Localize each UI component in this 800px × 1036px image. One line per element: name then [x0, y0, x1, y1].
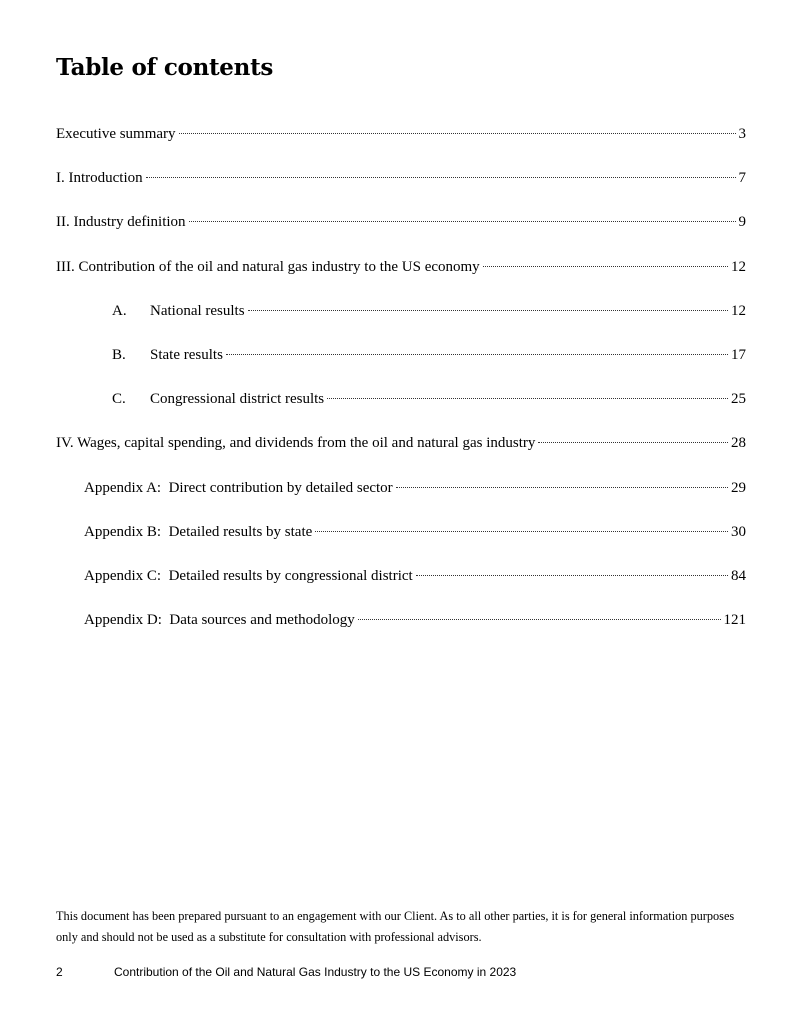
toc-entry-page: 12 — [731, 259, 746, 275]
page-footer — [56, 964, 516, 980]
toc-entry-page: 29 — [731, 480, 746, 496]
dot-leader — [358, 619, 721, 620]
dot-leader — [327, 398, 728, 399]
dot-leader — [315, 531, 728, 532]
dot-leader — [416, 575, 728, 576]
toc-entry-label: IV. Wages, capital spending, and dividends from the oil and natural gas industry — [56, 435, 536, 451]
toc-entry-label: III. Contribution of the oil and natural gas industry to the US economy — [56, 259, 480, 275]
toc-entry-page: 3 — [738, 126, 746, 142]
toc-entry-wages[interactable] — [56, 433, 746, 453]
toc-entry-page: 30 — [731, 524, 746, 540]
toc-entry-page: 84 — [731, 568, 746, 584]
toc-entry-appendix-a[interactable] — [84, 478, 746, 498]
toc-entry-letter: B. — [112, 347, 126, 363]
toc-entry-page: 17 — [731, 347, 746, 363]
dot-leader — [146, 177, 736, 178]
toc-entry-label: Executive summary — [56, 126, 176, 142]
footer-page-number: 2 — [56, 965, 63, 979]
toc-entry-label: Appendix A: Direct contribution by detailed sector — [84, 480, 393, 496]
toc-entry-page: 28 — [731, 435, 746, 451]
toc-entry-label: Appendix B: Detailed results by state — [84, 524, 313, 540]
toc-entry-letter: A. — [112, 303, 127, 319]
toc-entry-label: I. Introduction — [56, 170, 143, 186]
dot-leader — [189, 221, 736, 222]
toc-entry-appendix-c[interactable] — [84, 566, 746, 586]
dot-leader — [226, 354, 728, 355]
toc-entry-national-results[interactable] — [112, 301, 746, 321]
dot-leader — [396, 487, 728, 488]
toc-entry-page: 7 — [738, 170, 746, 186]
dot-leader — [179, 133, 736, 134]
toc-entry-label: Congressional district results — [150, 391, 325, 407]
dot-leader — [538, 442, 728, 443]
toc-entry-label: Appendix D: Data sources and methodology — [84, 612, 355, 628]
toc-entry-label: II. Industry definition — [56, 214, 186, 230]
toc-entry-state-results[interactable] — [112, 345, 746, 365]
toc-entry-introduction[interactable] — [56, 168, 746, 188]
toc-entry-page: 9 — [738, 214, 746, 230]
disclaimer-text: This document has been prepared pursuant to an engagement with our Client. As to all other parties, it is for general information purposes only and should not be used as a substitute for consultation with professional advisors. — [56, 909, 735, 944]
toc-entry-page: 121 — [723, 612, 746, 628]
toc-entry-letter: C. — [112, 391, 126, 407]
toc-entry-contribution[interactable] — [56, 257, 746, 277]
toc-entry-label: Appendix C: Detailed results by congressional district — [84, 568, 413, 584]
dot-leader — [483, 266, 728, 267]
toc-entry-label: National results — [150, 303, 245, 319]
toc-entry-page: 12 — [731, 303, 746, 319]
dot-leader — [248, 310, 728, 311]
page-title: Table of contents — [56, 54, 274, 81]
footer-running-title: Contribution of the Oil and Natural Gas Industry to the US Economy in 2023 — [114, 965, 517, 979]
toc-entry-industry-definition[interactable] — [56, 212, 746, 232]
toc-entry-appendix-b[interactable] — [84, 522, 746, 542]
toc-entry-appendix-d[interactable] — [84, 610, 746, 630]
toc-entry-label: State results — [150, 347, 223, 363]
toc-entry-congressional-district-results[interactable] — [112, 389, 746, 409]
toc-entry-executive-summary[interactable] — [56, 124, 746, 144]
toc-entry-page: 25 — [731, 391, 746, 407]
